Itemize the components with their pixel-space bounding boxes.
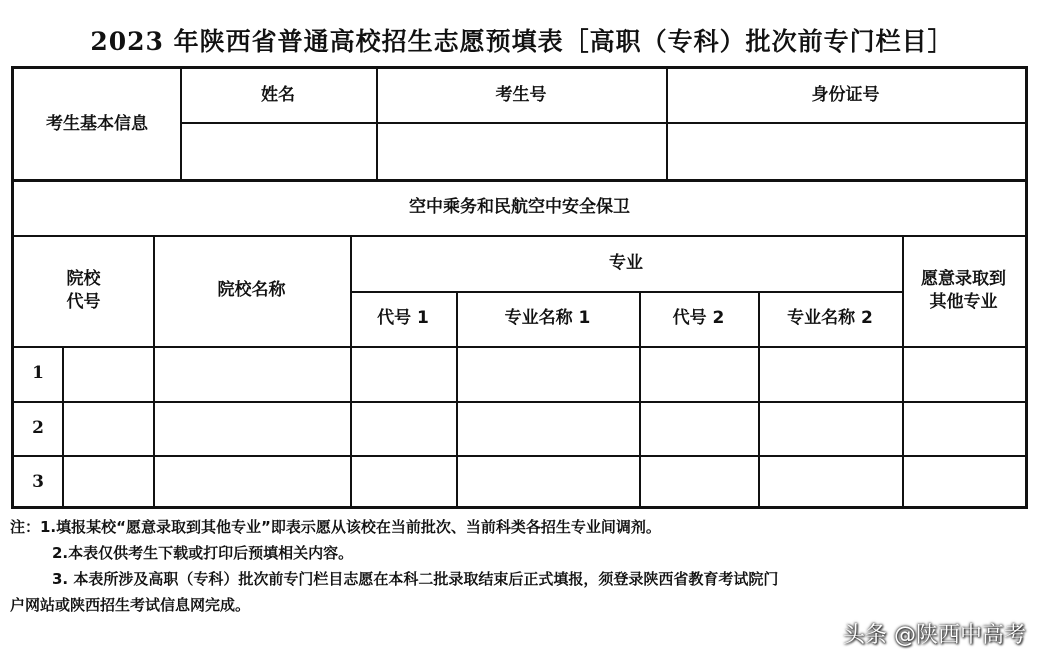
code1-header: 代号 1 xyxy=(377,308,429,329)
accept-other-major-header: 愿意录取到 其他专业 xyxy=(921,268,1006,312)
row-number: 1 xyxy=(32,363,44,384)
row-number: 2 xyxy=(32,417,44,438)
code2-header: 代号 2 xyxy=(672,308,725,329)
major-name2-header: 专业名称 2 xyxy=(787,308,873,329)
name-header: 姓名 xyxy=(261,85,295,106)
basic-info-label: 考生基本信息 xyxy=(46,113,148,134)
page-title: 2023 年陕西省普通高校招生志愿预填表［高职（专科）批次前专门栏目］ xyxy=(90,27,954,56)
row-number: 3 xyxy=(32,471,44,492)
rule xyxy=(62,346,64,509)
major-name1-header: 专业名称 1 xyxy=(504,308,591,329)
id-number-header: 身份证号 xyxy=(811,85,880,106)
rule xyxy=(14,455,1025,457)
note-3-line-2: 户网站或陕西招生考试信息网完成。 xyxy=(10,596,251,614)
school-name-header: 院校名称 xyxy=(217,280,286,301)
note-3-line-1: 3. 本表所涉及高职（专科）批次前专门栏目志愿在本科二批录取结束后正式填报，须登录陕西省教育考试院门 xyxy=(52,570,779,588)
rule xyxy=(14,401,1025,403)
rule xyxy=(14,346,1025,348)
application-form-table xyxy=(11,66,1028,509)
rule xyxy=(180,122,1025,124)
section-title: 空中乘务和民航空中安全保卫 xyxy=(409,196,630,217)
watermark: 头条 @陕西中高考 xyxy=(843,623,1026,648)
note-1: 注：1.填报某校“愿意录取到其他专业”即表示愿从该校在当前批次、当前科类各招生专业间调剂。 xyxy=(10,518,661,536)
school-code-header: 院校 代号 xyxy=(66,268,101,312)
note-2: 2.本表仅供考生下载或打印后预填相关内容。 xyxy=(52,544,354,562)
exam-number-header: 考生号 xyxy=(495,85,547,106)
major-header: 专业 xyxy=(609,252,643,273)
